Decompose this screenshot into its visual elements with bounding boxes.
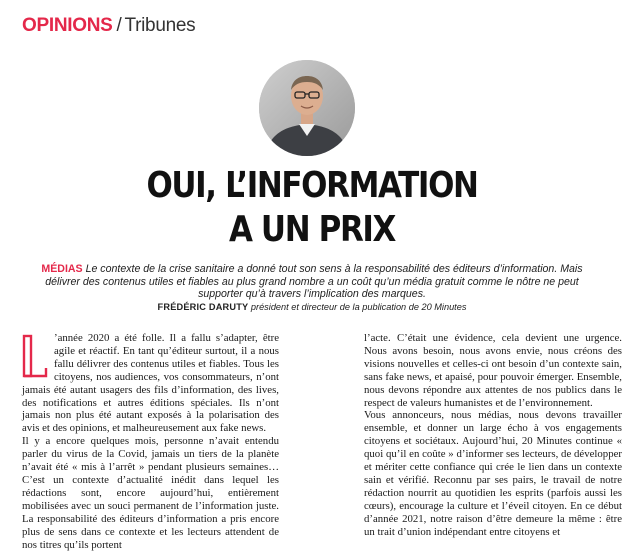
byline-author: FRÉDÉRIC DARUTY bbox=[157, 302, 249, 312]
article-column-right bbox=[364, 332, 622, 539]
dropcap-icon bbox=[22, 334, 48, 380]
article-paragraph: Il y a encore quelques mois, personne n’avait entendu parler du virus de la Covid, jamais un tiers de la planète n’avait été « mis à l’arrêt » pendant plusieurs semaines… C’est un contexte d’actualité inédit dans lequel les rédactions sont, encore aujourd’hui, entièrement mobilisées avec un souci permanent de l’information juste. La responsabilité des éditeurs d’information a pris encore plus de sens dans ce contexte et les lecteurs attendent de nos titres qu’ils portent bbox=[22, 435, 279, 551]
standfirst bbox=[40, 263, 584, 301]
standfirst-kicker: MÉDIAS bbox=[41, 263, 83, 275]
byline-role: président et directeur de la publication de 20 Minutes bbox=[250, 302, 467, 312]
article-paragraph: l’acte. C’était une évidence, cela devient une urgence. Nous avons besoin, nous avons envie, nous créons des visions nouvelles et celles-ci ont besoin d’un contexte sain, sans fake news, et apaisé, pour pouvoir émerger. Ensemble, nous devons répondre aux attentes de nos publics dans le respect de valeurs humanistes et de l’environnement. bbox=[364, 332, 622, 409]
section-label: OPINIONS bbox=[22, 15, 113, 36]
headline-line-2: A UN PRIX bbox=[228, 209, 396, 250]
section-rubric bbox=[22, 15, 195, 37]
headline-line-1: OUI, L’INFORMATION bbox=[146, 165, 478, 206]
author-portrait-image bbox=[259, 60, 355, 156]
article-column-left bbox=[22, 332, 279, 551]
headline bbox=[44, 164, 581, 252]
subsection-label: Tribunes bbox=[124, 15, 196, 36]
author-portrait bbox=[259, 60, 355, 156]
article-paragraph: Vous annonceurs, nous médias, nous devons travailler ensemble, et donner un large écho à vos engagements citoyens et sociétaux. Aujourd’hui, 20 Minutes continue « quoi qu’il en coûte » d’informer ses lecteurs, de développer et mériter cette confiance qui crée le lien dans un contexte sain et vérifié. Reconnu par ses pairs, le travail de notre rédaction nourrit au quotidien les esprits (parfois aussi les cœurs), encourage la culture et l’éveil citoyen. En ce début d’année 2021, notre raison d’être demeure la même : être un trait d’union indépendant entre citoyens et bbox=[364, 409, 622, 538]
rubric-separator: / bbox=[116, 15, 122, 36]
article-paragraph: ’année 2020 a été folle. Il a fallu s’adapter, être agile et réactif. En tant qu’éditeur surtout, il a nous fallu délivrer des contenus utiles et fiables. Tous les citoyens, nos audiences, vos consommateurs, n’ont jamais été autant usagers des fils d’information, des lives, des notifications et autres éditions spéciales. Ils n’ont jamais non plus été autant exposés à la polarisation des avis et des opinions, et malheureusement aux fake news. bbox=[22, 332, 279, 435]
byline bbox=[0, 302, 624, 312]
standfirst-text: Le contexte de la crise sanitaire a donné tout son sens à la responsabilité des éditeurs d’information. Mais délivrer des contenus utiles et fiables au plus grand nombre a un coût qu’un média gratuit comme le nôtre ne peut supporter qu’à travers l’implication des marques. bbox=[45, 263, 583, 301]
